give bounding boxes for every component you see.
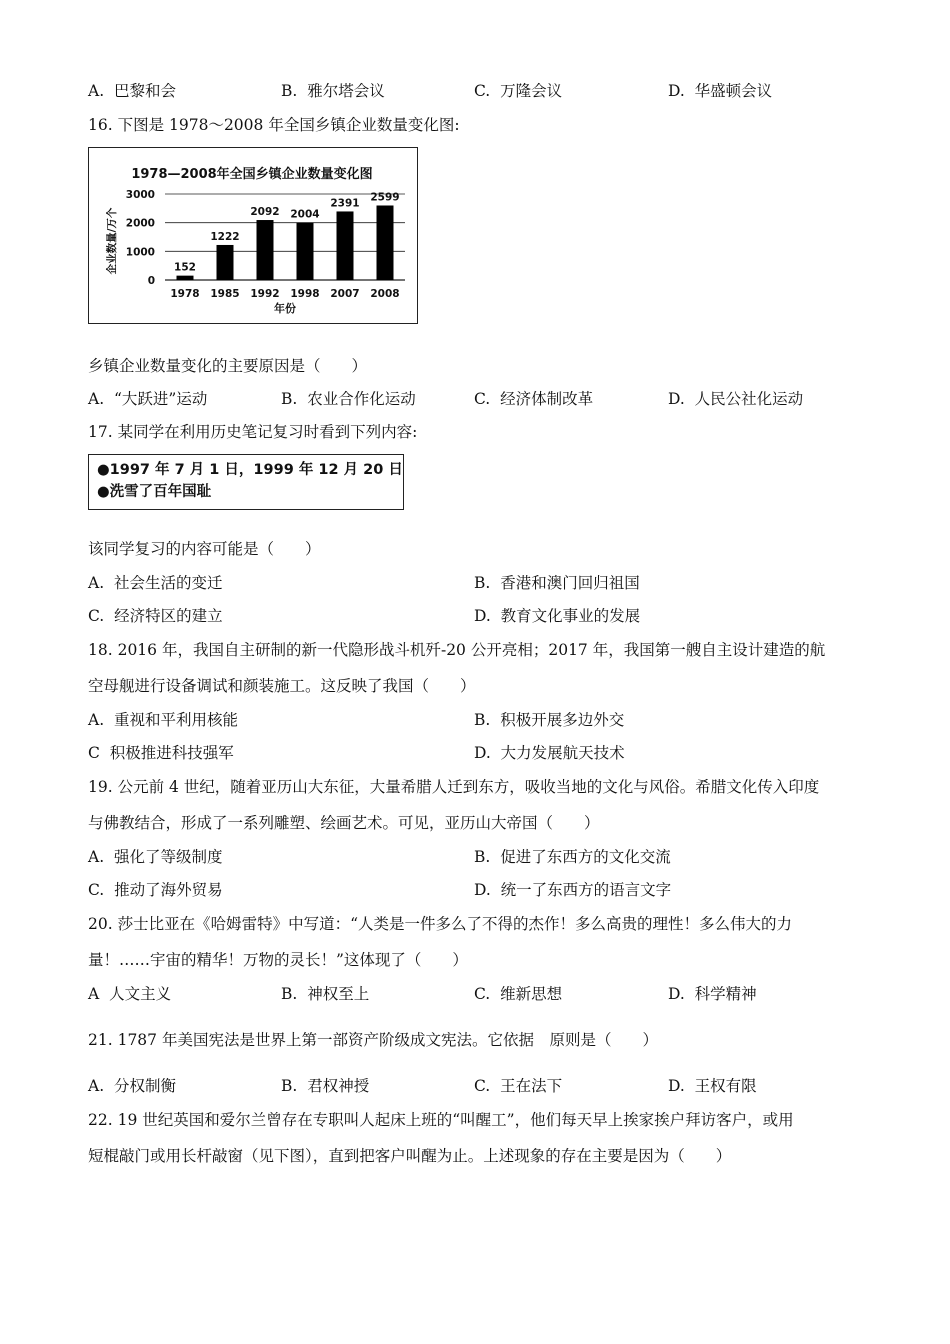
chart-x-tick-label: 2008: [370, 288, 400, 300]
q18-option-d: D. 大力发展航天技术: [474, 744, 625, 762]
q16-option-c: C. 经济体制改革: [474, 390, 594, 408]
chart-x-tick-label: 1992: [250, 288, 280, 300]
chart-y-tick-label: 2000: [125, 217, 155, 230]
chart-data-label: 2391: [330, 197, 360, 210]
q16-option-d: D. 人民公社化运动: [668, 390, 804, 408]
q18-option-a: A. 重视和平利用核能: [88, 711, 238, 729]
chart-bar: [297, 223, 314, 280]
note-line-2: ●洗雪了百年国耻: [97, 484, 212, 500]
q20-option-c: C. 维新思想: [474, 985, 563, 1003]
q17-option-d: D. 教育文化事业的发展: [474, 607, 641, 625]
q20-option-d: D. 科学精神: [668, 985, 757, 1003]
chart-data-label: 2004: [290, 208, 320, 221]
q21-stem: 21. 1787 年美国宪法是世界上第一部资产阶级成文宪法。它依据 原则是（ ）: [88, 1031, 658, 1049]
q21-option-c: C. 王在法下: [474, 1077, 563, 1095]
chart-y-tick-label: 3000: [125, 189, 155, 201]
q15-option-d: D. 华盛顿会议: [668, 82, 773, 100]
q20-stem-line-1: 20. 莎士比亚在《哈姆雷特》中写道：“人类是一件多么了不得的杰作！多么高贵的理性！多么伟大的力: [88, 915, 793, 933]
q22-stem-line-2: 短棍敲门或用长杆敲窗（见下图），直到把客户叫醒为止。上述现象的存在主要是因为（ ）: [88, 1147, 732, 1165]
q16-stem: 16. 下图是 1978～2008 年全国乡镇企业数量变化图:: [88, 116, 460, 134]
q17-option-a: A. 社会生活的变迁: [88, 574, 223, 592]
q19-option-d: D. 统一了东西方的语言文字: [474, 881, 672, 899]
q19-stem-line-1: 19. 公元前 4 世纪，随着亚历山大东征，大量希腊人迁到东方，吸收当地的文化与风俗。希腊文化传入印度: [88, 778, 820, 796]
q18-option-b: B. 积极开展多边外交: [474, 711, 625, 729]
q21-option-d: D. 王权有限: [668, 1077, 757, 1095]
q18-stem-line-1: 18. 2016 年，我国自主研制的新一代隐形战斗机歼-20 公开亮相；2017 年，我国第一艘自主设计建造的航: [88, 641, 826, 659]
q19-stem-line-2: 与佛教结合，形成了一系列雕塑、绘画艺术。可见，亚历山大帝国（ ）: [88, 814, 600, 832]
q15-option-a: A. 巴黎和会: [88, 82, 176, 100]
q17-note-box: [88, 454, 404, 510]
q21-option-a: A. 分权制衡: [88, 1077, 176, 1095]
q20-option-a: A 人文主义: [88, 985, 172, 1003]
chart-x-tick-label: 1978: [170, 288, 200, 300]
q22-stem-line-1: 22. 19 世纪英国和爱尔兰曾存在专职叫人起床上班的“叫醒工”，他们每天早上挨家挨户拜访客户，或用: [88, 1111, 794, 1129]
chart-bar: [257, 220, 274, 280]
chart-bar: [377, 205, 394, 280]
q20-option-b: B. 神权至上: [281, 985, 370, 1003]
q16-chart: [88, 147, 418, 324]
q16-option-a: A. “大跃进”运动: [88, 390, 208, 408]
q17-stem: 17. 某同学在利用历史笔记复习时看到下列内容:: [88, 423, 418, 441]
note-line-1: ●1997 年 7 月 1 日，1999 年 12 月 20 日: [97, 462, 403, 478]
chart-bar: [217, 245, 234, 280]
chart-y-axis-label: 企业数量/万个: [106, 207, 118, 275]
chart-bar: [177, 276, 194, 280]
q16-question: 乡镇企业数量变化的主要原因是（ ）: [88, 357, 368, 375]
q16-option-b: B. 农业合作化运动: [281, 390, 416, 408]
chart-title: 1978—2008年全国乡镇企业数量变化图: [131, 167, 373, 182]
q20-stem-line-2: 量！……宇宙的精华！万物的灵长！”这体现了（ ）: [88, 951, 468, 969]
chart-bar: [337, 211, 354, 280]
q17-option-c: C. 经济特区的建立: [88, 607, 223, 625]
q15-option-c: C. 万隆会议: [474, 82, 563, 100]
q19-option-c: C. 推动了海外贸易: [88, 881, 223, 899]
q18-option-c: C 积极推进科技强军: [88, 744, 234, 762]
chart-x-tick-label: 1985: [210, 288, 240, 300]
chart-y-tick-label: 1000: [125, 246, 155, 259]
chart-y-tick-label: 0: [147, 275, 155, 287]
chart-x-tick-label: 1998: [290, 288, 320, 300]
q19-option-b: B. 促进了东西方的文化交流: [474, 848, 671, 866]
chart-data-label: 1222: [210, 230, 240, 243]
bar-chart: [89, 148, 416, 322]
q17-question: 该同学复习的内容可能是（ ）: [88, 540, 321, 558]
q21-option-b: B. 君权神授: [281, 1077, 370, 1095]
q17-option-b: B. 香港和澳门回归祖国: [474, 574, 640, 592]
chart-data-label: 2599: [370, 191, 400, 204]
q19-option-a: A. 强化了等级制度: [88, 848, 223, 866]
q15-option-b: B. 雅尔塔会议: [281, 82, 385, 100]
chart-data-label: 152: [174, 261, 196, 274]
q18-stem-line-2: 空母舰进行设备调试和颜装施工。这反映了我国（ ）: [88, 677, 476, 695]
chart-x-tick-label: 2007: [330, 288, 360, 300]
chart-data-label: 2092: [250, 206, 280, 219]
chart-x-axis-label: 年份: [274, 302, 296, 315]
